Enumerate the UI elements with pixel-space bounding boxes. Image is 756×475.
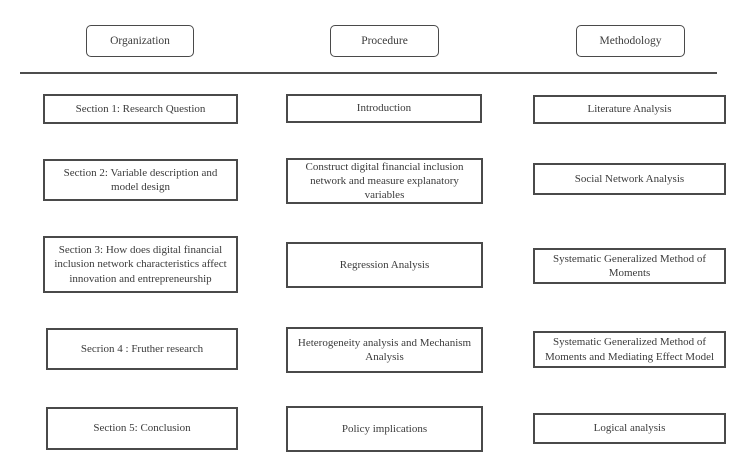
organization-box-section-5: Section 5: Conclusion <box>46 407 238 450</box>
methodology-box-literature-analysis: Literature Analysis <box>533 95 726 124</box>
methodology-box-gmm-mediating-effect: Systematic Generalized Method of Moments and Mediating Effect Model <box>533 331 726 368</box>
methodology-box-systematic-gmm: Systematic Generalized Method of Moments <box>533 248 726 284</box>
methodology-box-logical-analysis: Logical analysis <box>533 413 726 444</box>
header-procedure: Procedure <box>330 25 439 57</box>
header-divider-line <box>20 72 717 74</box>
organization-box-section-3: Section 3: How does digital financial inclusion network characteristics affect innovation and entrepreneurship <box>43 236 238 293</box>
methodology-box-social-network-analysis: Social Network Analysis <box>533 163 726 195</box>
organization-box-section-4: Secrion 4 : Fruther research <box>46 328 238 370</box>
organization-box-section-1: Section 1: Research Question <box>43 94 238 124</box>
procedure-box-introduction: Introduction <box>286 94 482 123</box>
header-organization: Organization <box>86 25 194 57</box>
procedure-box-policy-implications: Policy implications <box>286 406 483 452</box>
procedure-box-construct-network: Construct digital financial inclusion network and measure explanatory variables <box>286 158 483 204</box>
header-methodology: Methodology <box>576 25 685 57</box>
procedure-box-regression-analysis: Regression Analysis <box>286 242 483 288</box>
procedure-box-heterogeneity-mechanism: Heterogeneity analysis and Mechanism Analysis <box>286 327 483 373</box>
organization-box-section-2: Section 2: Variable description and model design <box>43 159 238 201</box>
